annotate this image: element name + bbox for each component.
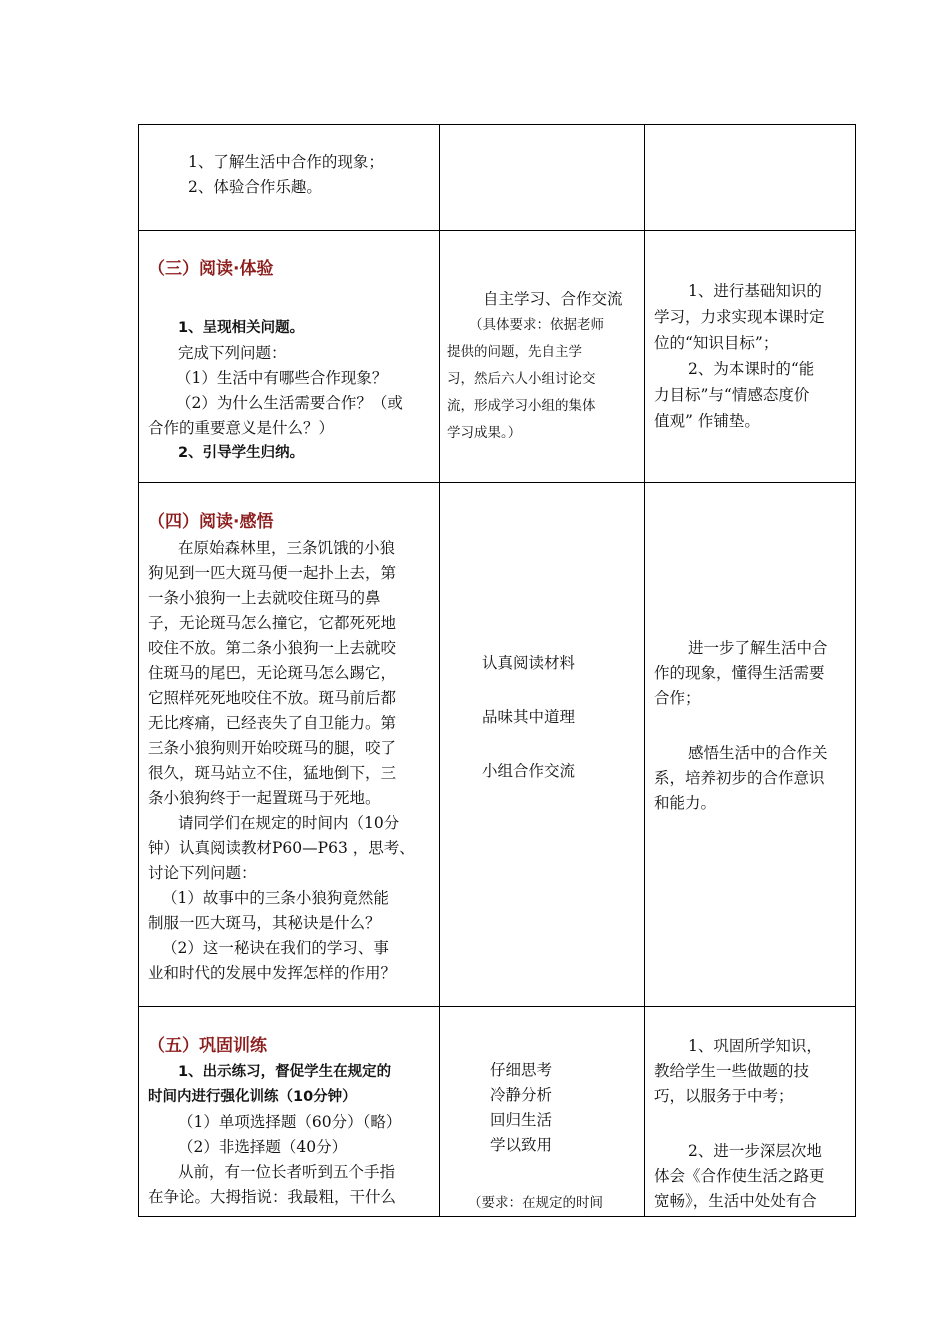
row2-method-line: 流，形成学习小组的集体 xyxy=(447,398,596,414)
column-divider-1 xyxy=(439,124,440,1217)
row4-content xyxy=(148,1032,433,1214)
row3-purpose-line: 作的现象，懂得生活需要 xyxy=(654,664,825,682)
row4-requirement-line: （要求：在规定的时间 xyxy=(468,1195,603,1211)
story-line: 很久，斑马站立不住，猛地倒下，三 xyxy=(148,764,397,782)
row2-method xyxy=(447,287,639,447)
row2-purpose-line: 学习，力求实现本课时定 xyxy=(654,308,825,326)
story-line: 子，无论斑马怎么撞它，它都死死地 xyxy=(148,614,397,632)
row3-purpose xyxy=(654,636,852,816)
row4-purpose-line: 巧，以服务于中考； xyxy=(654,1087,794,1105)
row1-objectives xyxy=(148,150,433,200)
row4-method-line: 仔细思考 xyxy=(490,1061,553,1079)
row2-purpose-line: 值观” 作铺垫。 xyxy=(654,412,760,430)
row-divider-3 xyxy=(138,1006,856,1007)
row4-method xyxy=(490,1058,640,1158)
row2-content xyxy=(148,255,433,466)
row4-method-line: 冷静分析 xyxy=(490,1086,553,1104)
row3-method-1: 认真阅读材料 xyxy=(482,654,576,672)
story-line: 它照样死死地咬住不放。斑马前后都 xyxy=(148,689,397,707)
row4-purpose-line: 1、巩固所学知识， xyxy=(688,1037,822,1055)
row4-item-1: 1、出示练习，督促学生在规定的 xyxy=(178,1064,392,1080)
objective-2: 2、体验合作乐趣。 xyxy=(188,178,322,196)
row3-purpose-line: 系，培养初步的合作意识 xyxy=(654,769,825,787)
row3-purpose-line: 和能力。 xyxy=(654,794,717,812)
lesson-plan-table xyxy=(138,124,856,1217)
row2-line-a: 完成下列问题： xyxy=(178,344,287,362)
row4-story-line: 在争论。大拇指说：我最粗，干什么 xyxy=(148,1188,397,1206)
row3-purpose-line: 感悟生活中的合作关 xyxy=(688,744,828,762)
row-divider-2 xyxy=(138,482,856,483)
row2-purpose-line: 力目标”与“情感态度价 xyxy=(654,386,810,404)
row4-story-line: 从前，有一位长者听到五个手指 xyxy=(178,1163,396,1181)
table-border-right xyxy=(855,124,856,1217)
row3-method-2: 品味其中道理 xyxy=(482,708,576,726)
story-line: 无比疼痛，已经丧失了自卫能力。第 xyxy=(148,714,397,732)
column-divider-2 xyxy=(644,124,645,1217)
story-line: 一条小狼狗一上去就咬住斑马的鼻 xyxy=(148,589,381,607)
question-1-line: （1）故事中的三条小狼狗竟然能 xyxy=(162,889,389,907)
row3-purpose-line: 合作； xyxy=(654,689,701,707)
story-line: 条小狼狗终于一起置斑马于死地。 xyxy=(148,789,381,807)
question-2-line: 业和时代的发展中发挥怎样的作用？ xyxy=(148,964,397,982)
row4-sub-1: （1）单项选择题（60分）（略） xyxy=(178,1113,402,1131)
row2-line-c: （2）为什么生活需要合作？（或 xyxy=(176,394,403,412)
row3-method xyxy=(482,650,642,784)
section-heading-3: （三）阅读·体验 xyxy=(148,259,274,279)
row2-method-line: 提供的问题，先自主学 xyxy=(447,344,582,360)
objective-1: 1、了解生活中合作的现象； xyxy=(188,153,384,171)
row3-content xyxy=(148,508,433,986)
row2-purpose xyxy=(654,278,852,434)
section-heading-5: （五）巩固训练 xyxy=(148,1036,267,1056)
story-line: 咬住不放。第二条小狼狗一上去就咬 xyxy=(148,639,397,657)
row2-item-1: 1、呈现相关问题。 xyxy=(178,320,305,336)
row2-purpose-line: 位的“知识目标”； xyxy=(654,334,779,352)
row4-method-line: 学以致用 xyxy=(490,1136,553,1154)
table-border-left xyxy=(138,124,139,1217)
row3-method-3: 小组合作交流 xyxy=(482,762,576,780)
row4-purpose-line: 2、进一步深层次地 xyxy=(688,1142,822,1160)
row4-purpose-line: 教给学生一些做题的技 xyxy=(654,1062,810,1080)
question-1-line: 制服一匹大斑马，其秘诀是什么？ xyxy=(148,914,381,932)
row4-method-requirement xyxy=(468,1190,642,1217)
row4-sub-2: （2）非选择题（40分） xyxy=(178,1138,348,1156)
row4-purpose-line: 体会《合作使生活之路更 xyxy=(654,1167,825,1185)
table-border-top xyxy=(138,124,856,125)
task-line: 讨论下列问题： xyxy=(148,864,257,882)
row2-purpose-line: 2、为本课时的“能 xyxy=(688,360,815,378)
row2-line-d: 合作的重要意义是什么？） xyxy=(148,419,335,437)
task-line: 请同学们在规定的时间内（10分 xyxy=(178,814,400,832)
story-line: 三条小狼狗则开始咬斑马的腿，咬了 xyxy=(148,739,397,757)
row4-method-line: 回归生活 xyxy=(490,1111,553,1129)
row2-item-2: 2、引导学生归纳。 xyxy=(178,445,305,461)
section-heading-4: （四）阅读·感悟 xyxy=(148,512,274,532)
row2-method-line: 学习成果。） xyxy=(447,425,522,441)
row2-line-b: （1）生活中有哪些合作现象？ xyxy=(176,369,388,387)
row4-purpose xyxy=(654,1034,852,1214)
story-line: 狗见到一匹大斑马便一起扑上去，第 xyxy=(148,564,397,582)
task-line: 钟）认真阅读教材P60—P63 ，思考、 xyxy=(148,839,415,857)
story-line: 住斑马的尾巴，无论斑马怎么踢它， xyxy=(148,664,397,682)
question-2-line: （2）这一秘诀在我们的学习、事 xyxy=(162,939,389,957)
row2-purpose-line: 1、进行基础知识的 xyxy=(688,282,822,300)
row-divider-1 xyxy=(138,230,856,231)
row2-method-line: （具体要求：依据老师 xyxy=(469,317,604,333)
row2-method-title: 自主学习、合作交流 xyxy=(483,290,623,308)
story-line: 在原始森林里，三条饥饿的小狼 xyxy=(178,539,396,557)
row2-method-line: 习，然后六人小组讨论交 xyxy=(447,371,596,387)
row4-purpose-line: 宽畅》，生活中处处有合 xyxy=(654,1192,817,1210)
row3-purpose-line: 进一步了解生活中合 xyxy=(688,639,828,657)
row4-item-1: 时间内进行强化训练（10分钟） xyxy=(148,1089,357,1105)
